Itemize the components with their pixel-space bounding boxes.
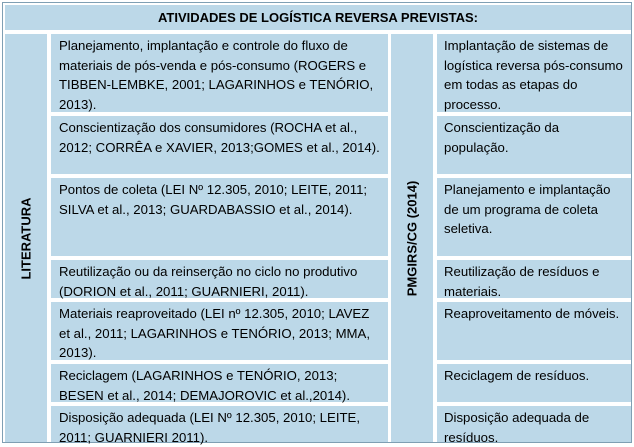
literatura-cell-7: Disposição adequada (LEI Nº 12.305, 2010; LEITE, 2011; GUARNIERI 2011). — [51, 406, 388, 442]
table-header — [5, 5, 631, 30]
literatura-cell-5: Materiais reaproveitado (LEI nº 12.305, 2010; LAVEZ et al., 2011; LAGARINHOS e TENÓRIO, 2013; MMA, 2013). — [51, 302, 388, 360]
literatura-cell-4: Reutilização ou da reinserção no ciclo no produtivo (DORION et al., 2011; GUARNIERI, 2011). — [51, 260, 388, 298]
pmgirs-label-text: PMGIRS/CG (2014) — [404, 180, 420, 296]
pmgirs-cell-2: Conscientização da população. — [437, 116, 631, 174]
literatura-column-label — [5, 34, 47, 442]
table-title: ATIVIDADES DE LOGÍSTICA REVERSA PREVISTAS: — [158, 10, 478, 25]
pmgirs-cell-4: Reutilização de resíduos e materiais. — [437, 260, 631, 298]
literatura-cell-3: Pontos de coleta (LEI Nº 12.305, 2010; LEITE, 2011; SILVA et al., 2013; GUARDABASSIO et al., 2014). — [51, 178, 388, 256]
pmgirs-column-label — [391, 34, 433, 442]
literatura-cell-6: Reciclagem (LAGARINHOS e TENÓRIO, 2013; BESEN et al., 2014; DEMAJOROVIC et al.,2014). — [51, 364, 388, 402]
literatura-label-text: LITERATURA — [18, 196, 34, 280]
pmgirs-cell-7: Disposição adequada de resíduos. — [437, 406, 631, 442]
pmgirs-cell-5: Reaproveitamento de móveis. — [437, 302, 631, 360]
literatura-cell-2: Conscientização dos consumidores (ROCHA et al., 2012; CORRÊA e XAVIER, 2013;GOMES et al., 2014). — [51, 116, 388, 174]
table-frame — [2, 2, 632, 443]
literatura-cell-1: Planejamento, implantação e controle do fluxo de materiais de pós-venda e pós-consumo (ROGERS e TIBBEN-LEMBKE, 2001; LAGARINHOS e TENÓRIO, 2013). — [51, 34, 388, 112]
pmgirs-cell-1: Implantação de sistemas de logística reversa pós-consumo em todas as etapas do processo. — [437, 34, 631, 112]
pmgirs-cell-6: Reciclagem de resíduos. — [437, 364, 631, 402]
pmgirs-cell-3: Planejamento e implantação de um programa de coleta seletiva. — [437, 178, 631, 256]
